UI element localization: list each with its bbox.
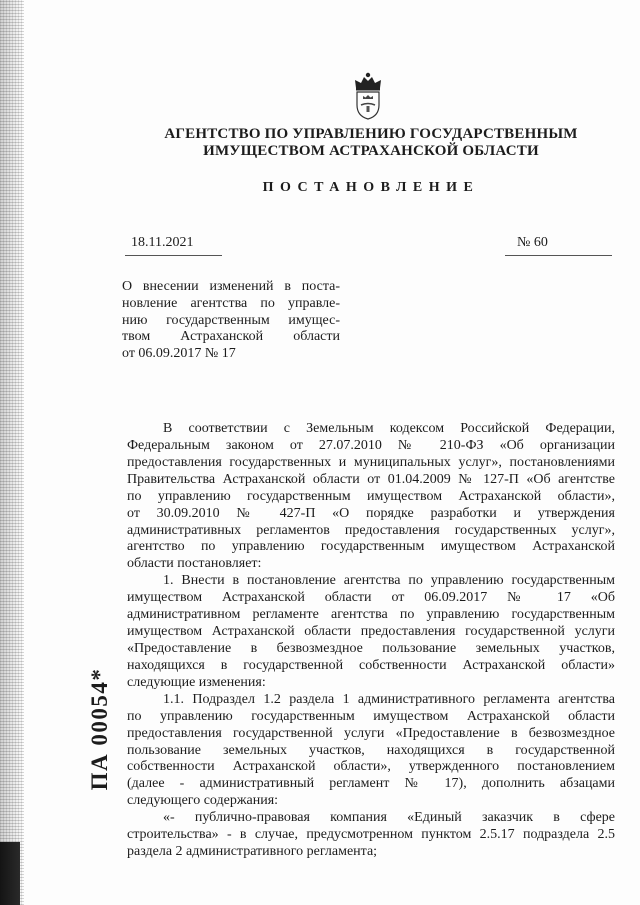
- paragraph-line: следующие изменения:: [127, 674, 266, 690]
- body-paragraph: [127, 810, 615, 861]
- subject-line: нию государственным имущес-: [122, 312, 340, 328]
- body-paragraph: [127, 692, 615, 810]
- paragraph-line: пользование земельных участков, находящихся в государственной: [127, 742, 615, 758]
- paragraph-line: административных регламентов предоставления государственных услуг»,: [127, 522, 615, 538]
- document-number: № 60: [505, 234, 612, 256]
- paragraph-line: следующего содержания:: [127, 793, 279, 809]
- document-date: 18.11.2021: [125, 234, 222, 256]
- paragraph-line: находящихся в государственной собственности Астраханской области»: [127, 657, 615, 673]
- registration-stamp: ПА 00054*: [87, 667, 112, 791]
- subject-line: твом Астраханской области: [122, 329, 340, 345]
- coat-of-arms-icon: [350, 72, 386, 120]
- subject-line: О внесении изменений в поста-: [122, 279, 340, 294]
- agency-name-line-2: ИМУЩЕСТВОМ АСТРАХАНСКОЙ ОБЛАСТИ: [203, 143, 539, 159]
- paragraph-line: от 30.09.2010 № 427-П «О порядке разработки и утверждения: [127, 505, 615, 521]
- subject-line: новление агентства по управле-: [122, 295, 340, 311]
- paragraph-line: (далее - административный регламент № 17), дополнить абзацами: [127, 776, 615, 792]
- paragraph-line: области постановляет:: [127, 556, 262, 572]
- paragraph-line: агентство по управлению государственным имуществом Астраханской: [127, 539, 615, 555]
- paragraph-line: 1.1. Подраздел 1.2 раздела 1 административного регламента агентства: [163, 691, 615, 707]
- paragraph-line: имуществом Астраханской области предоставления государственной услуги: [127, 624, 615, 640]
- paragraph-line: строительства» - в случае, предусмотренном пунктом 2.5.17 подраздела 2.5: [127, 827, 615, 843]
- paragraph-line: В соответствии с Земельным кодексом Российской Федерации,: [163, 421, 615, 436]
- scan-corner: [0, 842, 20, 905]
- body-paragraph: [127, 421, 615, 573]
- paragraph-line: «Предоставление в безвозмездное пользование земельных участков,: [127, 640, 615, 656]
- paragraph-line: по управлению государственным имуществом Астраханской области: [127, 708, 615, 724]
- paragraph-line: собственности Астраханской области», утвержденного постановлением: [127, 759, 615, 775]
- paragraph-line: «- публично-правовая компания «Единый заказчик в сфере: [163, 810, 615, 826]
- document-body: [127, 421, 615, 861]
- body-paragraph: [127, 573, 615, 691]
- paragraph-line: Правительства Астраханской области от 01.04.2009 № 127-П «Об агентстве: [127, 471, 615, 487]
- paragraph-line: предоставления государственной услуги «Предоставление в безвозмездное: [127, 725, 615, 741]
- paragraph-line: административном регламенте агентства по управлению государственным: [127, 607, 615, 623]
- paragraph-line: раздела 2 административного регламента;: [127, 844, 378, 860]
- scan-edge: [0, 0, 24, 905]
- paragraph-line: Федеральным законом от 27.07.2010 № 210-ФЗ «Об организации: [127, 437, 615, 453]
- paragraph-line: 1. Внести в постановление агентства по управлению государственным: [163, 573, 615, 589]
- paragraph-line: по управлению государственным имуществом Астраханской области»,: [127, 488, 615, 504]
- document-type-title: ПОСТАНОВЛЕНИЕ: [262, 180, 480, 195]
- paragraph-line: предоставления государственных и муниципальных услуг», постановлениями: [127, 454, 615, 470]
- agency-header: [127, 126, 615, 160]
- paragraph-line: имуществом Астраханской области от 06.09.2017 № 17 «Об: [127, 590, 615, 606]
- document-subject: [122, 279, 340, 363]
- subject-line: от 06.09.2017 № 17: [122, 346, 236, 362]
- agency-name-line-1: АГЕНТСТВО ПО УПРАВЛЕНИЮ ГОСУДАРСТВЕННЫМ: [164, 126, 578, 142]
